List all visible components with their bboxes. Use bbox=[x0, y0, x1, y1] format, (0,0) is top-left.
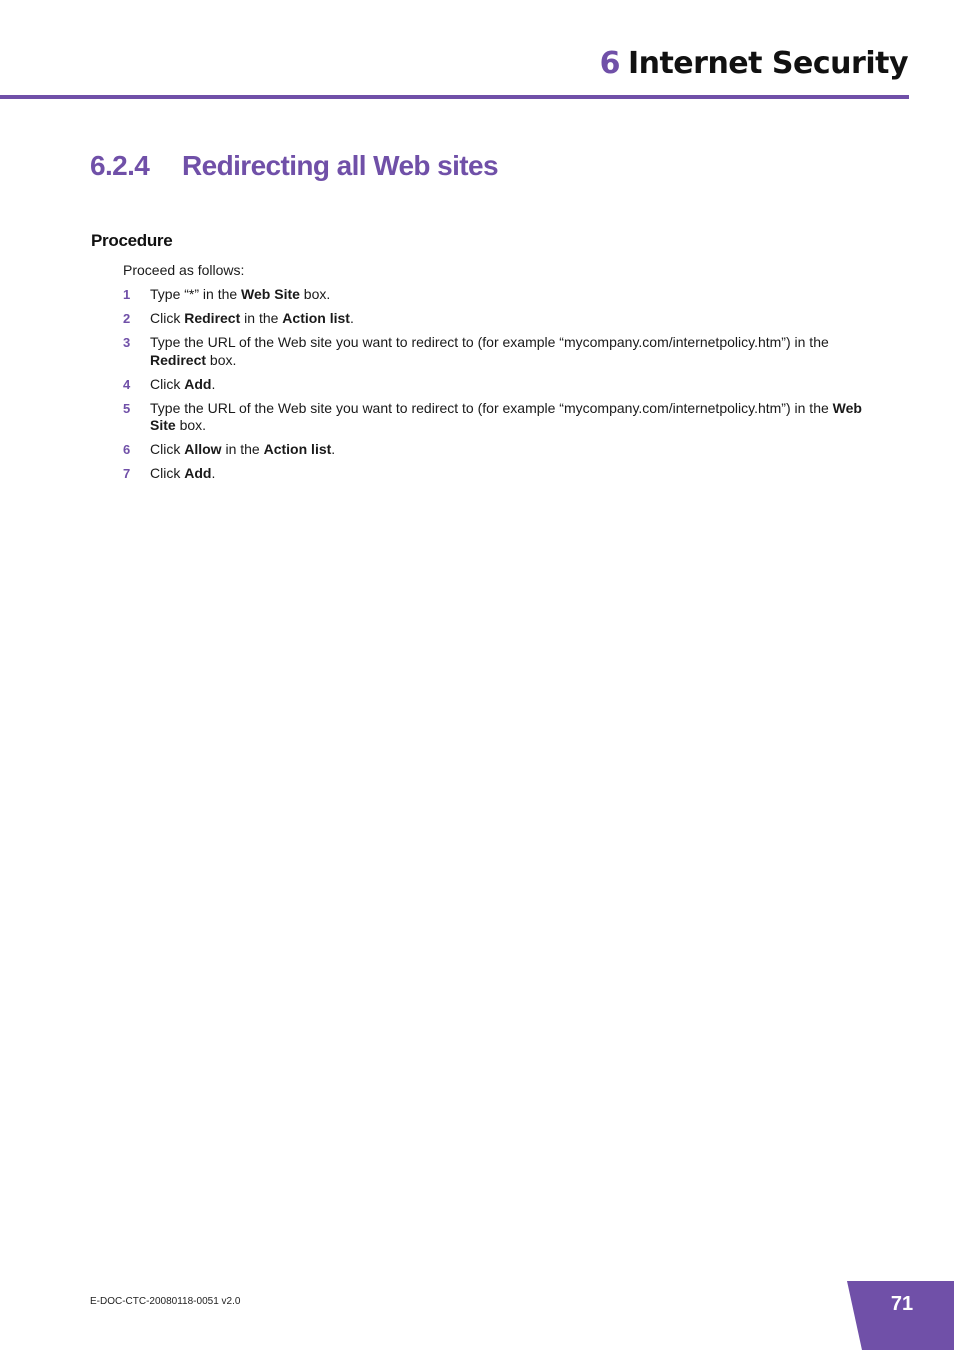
step-ui-term: Allow bbox=[184, 441, 222, 457]
step-ui-term: Redirect bbox=[150, 351, 207, 368]
document-code: E-DOC-CTC-20080118-0051 v2.0 bbox=[90, 1296, 241, 1307]
step-ui-term: Web Site bbox=[150, 399, 862, 433]
step-number: 4 bbox=[123, 376, 131, 392]
step-number: 1 bbox=[123, 287, 131, 302]
procedure-step bbox=[123, 465, 868, 483]
chapter-number: 6 bbox=[599, 46, 620, 81]
step-text-run: box. bbox=[206, 351, 237, 368]
step-text-run: . bbox=[349, 310, 354, 326]
step-ui-term: Add bbox=[184, 465, 212, 481]
step-text bbox=[150, 376, 868, 394]
procedure-step bbox=[123, 441, 868, 459]
step-ui-term: Action list bbox=[282, 310, 350, 326]
step-text-run: . bbox=[331, 441, 336, 457]
step-ui-term: Web Site bbox=[241, 286, 300, 302]
procedure-heading: Procedure bbox=[91, 231, 173, 250]
header-divider bbox=[0, 95, 909, 99]
step-text bbox=[150, 465, 868, 483]
step-text bbox=[150, 310, 868, 328]
procedure-step bbox=[123, 286, 868, 304]
step-text-run: in the bbox=[221, 441, 264, 457]
step-ui-term: Action list bbox=[263, 441, 332, 457]
procedure-intro: Proceed as follows: bbox=[123, 262, 245, 278]
step-text-run: in the bbox=[240, 310, 283, 326]
step-text bbox=[150, 286, 868, 304]
step-ui-term: Redirect bbox=[184, 310, 241, 326]
step-number: 3 bbox=[123, 335, 131, 350]
step-text-run: Type the URL of the Web site you want to redirect to (for example “mycompany.com/internetpolicy.htm”) in the bbox=[150, 334, 829, 350]
step-text-run: Type the URL of the Web site you want to redirect to (for example “mycompany.com/internetpolicy.htm”) in the bbox=[150, 399, 833, 416]
page-number: 71 bbox=[890, 1293, 914, 1315]
step-text-run: Click bbox=[150, 375, 185, 392]
procedure-step bbox=[123, 334, 868, 369]
procedure-step bbox=[123, 376, 868, 394]
step-text-run: Click bbox=[150, 310, 185, 326]
procedure-steps bbox=[123, 286, 868, 489]
chapter-title: Internet Security bbox=[627, 46, 908, 81]
step-text-run: Click bbox=[150, 465, 185, 481]
step-text bbox=[150, 441, 868, 459]
step-text bbox=[150, 334, 868, 369]
section-title-text: Redirecting all Web sites bbox=[182, 150, 498, 181]
step-text-run: box. bbox=[299, 286, 331, 302]
step-text-run: Click bbox=[150, 441, 185, 457]
section-number: 6.2.4 bbox=[90, 150, 150, 181]
procedure-step bbox=[123, 400, 868, 435]
procedure-step bbox=[123, 310, 868, 328]
step-text-run: Type “*” in the bbox=[150, 286, 242, 302]
step-ui-term: Add bbox=[184, 375, 212, 392]
step-number: 6 bbox=[123, 442, 131, 457]
step-number: 5 bbox=[123, 400, 131, 416]
section-title bbox=[90, 150, 498, 182]
step-text bbox=[150, 400, 868, 435]
step-text-run: box. bbox=[175, 417, 207, 433]
step-text-run: . bbox=[211, 465, 216, 481]
step-number: 2 bbox=[123, 311, 131, 326]
step-text-run: . bbox=[211, 375, 216, 392]
chapter-header bbox=[600, 46, 908, 81]
step-number: 7 bbox=[123, 466, 131, 481]
